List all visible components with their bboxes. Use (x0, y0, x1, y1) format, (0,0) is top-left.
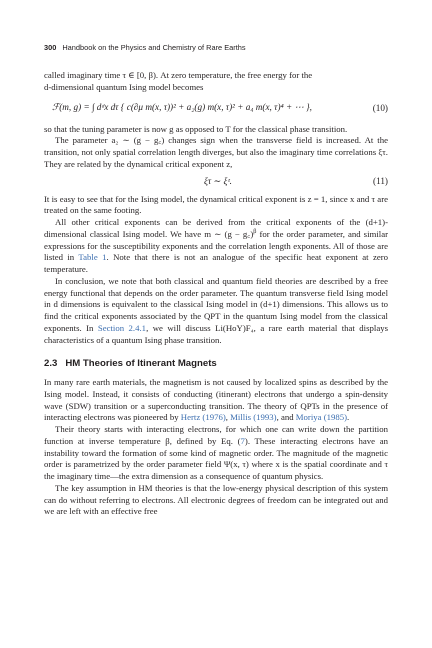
itinerant-text-a: In many rare earth materials, the magnetism is not caused by localized spins as described by the Ising model. Instead, it consists of conducting (itinerant) electrons that undergo a spin-density wave (SDW) transition or a superconducting transition. The theory of QPTs in the presence of interacting electrons was pioneered by (44, 377, 388, 423)
paragraph-itinerant (44, 377, 388, 424)
equation-10 (44, 97, 388, 121)
critical-exponents-text-a: All other critical exponents can be derived from the critical exponents of the (d+1)-dimensional classical Ising model. We have m ∼ (g − g꜀) (44, 217, 388, 239)
paragraph-dynamical-exponent: It is easy to see that for the Ising model, the dynamical critical exponent is z = 1, since x and τ are treated on the same footing. (44, 193, 388, 216)
citation-separator-1: , (225, 412, 231, 423)
section-title: HM Theories of Itinerant Magnets (65, 358, 217, 370)
theory-text-b: ). These interacting electrons have an instability toward the formation of some kind of magnetic order. The magnitude of the magnetic order is parametrized by the order parameter field Ψ(x, τ) where x is the spatial coordinate and τ the imaginary time—the extra dimension as a consequence of quantum physics. (44, 435, 388, 481)
section-heading (44, 358, 388, 370)
hertz-citation-link[interactable]: Hertz (1976) (180, 412, 226, 423)
equation-10-body: ℱ(m, g) = ∫ dᵈx dτ { c(∂μ m(x, τ))² + a₂(g) m(x, τ)² + a₄ m(x, τ)⁴ + ⋯ }, (52, 101, 312, 112)
conclusion-text-a: In conclusion, we note that both classical and quantum field theories are described by a free energy functional that depends on the order parameter. The quantum transverse field Ising model in d dimensions is equivalent to the classical Ising model in (d+1) dimensions. This allows us to find the critical exponents associated by the QPT in the quantum Ising model from the classical exponents. In (44, 275, 388, 333)
conclusion-text-b: , we will discuss Li(HoY)F₄, a rare earth material that displays characteristics of a quantum Ising phase transition. (44, 322, 388, 345)
paragraph-theory (44, 424, 388, 483)
moriya-citation-link[interactable]: Moriya (1985) (295, 412, 348, 423)
beta-exponent: β (253, 227, 257, 235)
theory-text-a: Their theory starts with interacting electrons, for which one can write down the partition function at inverse temperature β, defined by Eq. ( (44, 424, 388, 446)
equation-11-label: (11) (373, 175, 388, 186)
paragraph-key-assumption: The key assumption in HM theories is that the low-energy physical description of this system can do without referring to electrons. All electronic degrees of freedom can be integrated out and we are left with an effective free (44, 482, 388, 517)
paragraph-parameter: The parameter a₂ ∼ (g − g꜀) changes sign when the transverse field is increased. At the transition, not only spatial correlation length diverges, but also the imaginary time correlations ξτ. They are related by the dynamical critical exponent z, (44, 135, 388, 169)
paragraph-tuning: so that the tuning parameter is now g as opposed to T for the classical phase transition. (44, 123, 348, 134)
body-text (44, 70, 388, 518)
paragraph-conclusion (44, 276, 388, 347)
equation-11 (44, 174, 388, 191)
page-number: 300 (44, 43, 57, 52)
critical-exponents-text-b: for the order parameter, and similar expressions for the susceptibility exponents and the correlation length exponents. All of those are listed in (44, 228, 388, 263)
running-head (44, 43, 404, 52)
paragraph-intro-line: called imaginary time τ ∈ [0, β). At zero temperature, the free energy for the (44, 70, 313, 80)
equation-10-label: (10) (372, 102, 388, 113)
table-1-link[interactable]: Table 1 (78, 252, 107, 263)
citation-separator-2: , and (276, 412, 296, 423)
itinerant-text-end: . (347, 412, 350, 423)
equation-7-link[interactable]: 7 (240, 435, 245, 446)
paragraph-critical-exponents (44, 217, 388, 276)
equation-11-body: ξτ ∼ ξᶻ. (204, 175, 232, 186)
section-number: 2.3 (44, 358, 58, 370)
critical-exponents-text-c: . Note that there is not an analogue of the specific heat exponent at zero temperature. (44, 252, 389, 274)
paragraph-intro-line-2: d-dimensional quantum Ising model becomes (44, 81, 204, 92)
section-2-4-1-link[interactable]: Section 2.4.1 (97, 322, 147, 333)
millis-citation-link[interactable]: Millis (1993) (230, 412, 277, 423)
book-title: Handbook on the Physics and Chemistry of Rare Earths (62, 43, 246, 52)
